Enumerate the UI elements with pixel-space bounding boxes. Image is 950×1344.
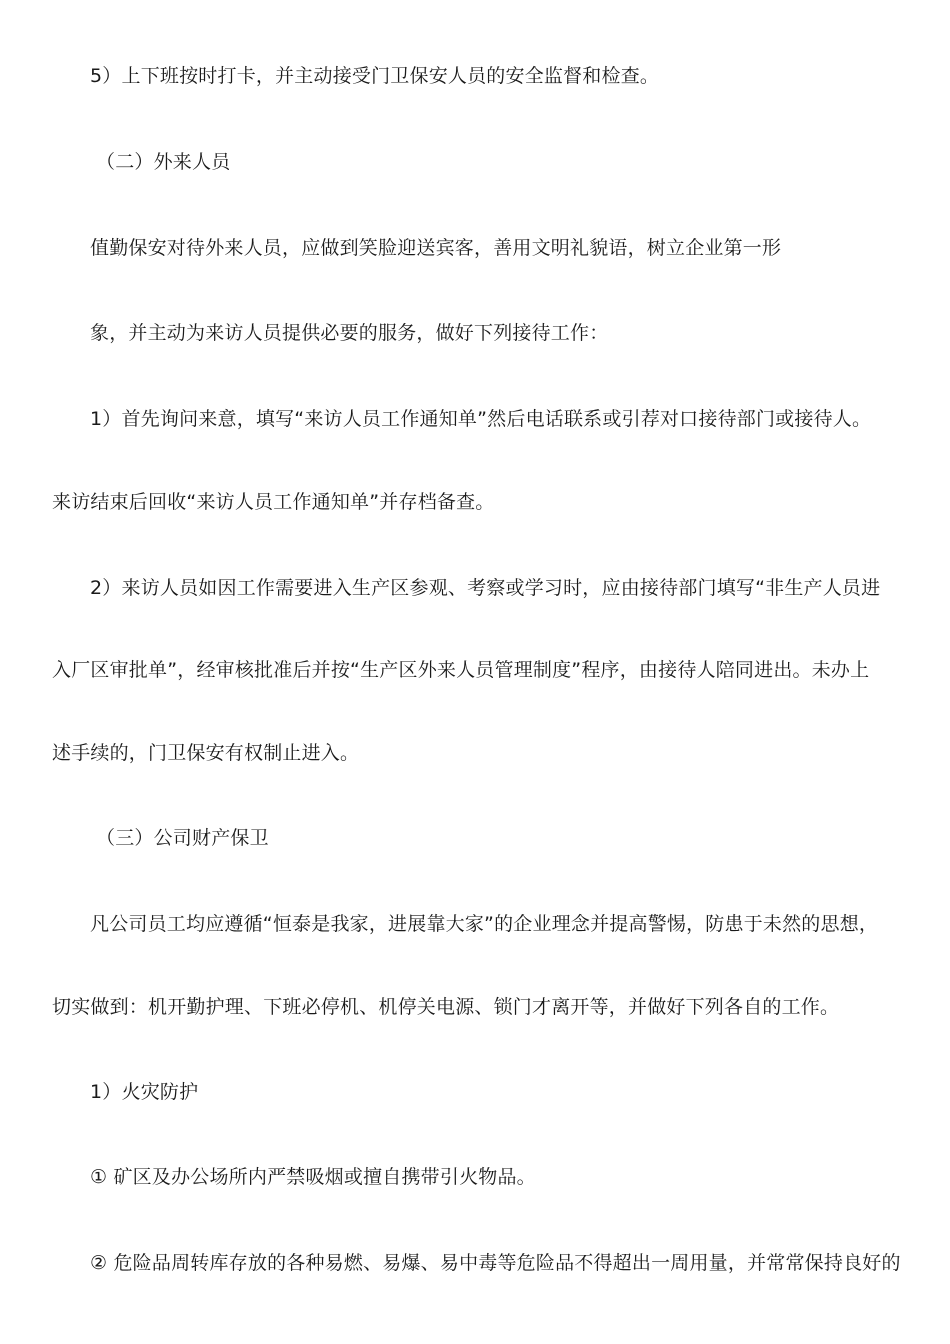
list-item: ① 矿区及办公场所内严禁吸烟或擅自携带引火物品。 xyxy=(90,1166,536,1188)
paragraph-line: 象，并主动为来访人员提供必要的服务，做好下列接待工作： xyxy=(90,322,609,344)
paragraph-line: 来访结束后回收“来访人员工作通知单”并存档备查。 xyxy=(52,491,495,513)
paragraph-line: 1）首先询问来意，填写“来访人员工作通知单”然后电话联系或引荐对口接待部门或接待人。 xyxy=(90,408,872,430)
paragraph-line: 述手续的，门卫保安有权制止进入。 xyxy=(52,742,360,764)
paragraph-line: 切实做到：机开勤护理、下班必停机、机停关电源、锁门才离开等，并做好下列各自的工作。 xyxy=(52,996,840,1018)
list-item: ② 危险品周转库存放的各种易燃、易爆、易中毒等危险品不得超出一周用量，并常常保持良好的 xyxy=(90,1252,901,1274)
paragraph-line: 值勤保安对待外来人员，应做到笑脸迎送宾客，善用文明礼貌语，树立企业第一形 xyxy=(90,237,782,259)
section-heading: （二）外来人员 xyxy=(96,151,231,173)
paragraph-line: 入厂区审批单”，经审核批准后并按“生产区外来人员管理制度”程序，由接待人陪同进出。未办上 xyxy=(52,659,870,681)
section-heading: （三）公司财产保卫 xyxy=(96,827,269,849)
paragraph-line: 5）上下班按时打卡，并主动接受门卫保安人员的安全监督和检查。 xyxy=(90,65,660,87)
paragraph-line: 凡公司员工均应遵循“恒泰是我家，进展靠大家”的企业理念并提高警惕，防患于未然的思想， xyxy=(90,913,879,935)
subsection-heading: 1）火灾防护 xyxy=(90,1081,199,1103)
paragraph-line: 2）来访人员如因工作需要进入生产区参观、考察或学习时，应由接待部门填写“非生产人员进 xyxy=(90,577,881,599)
